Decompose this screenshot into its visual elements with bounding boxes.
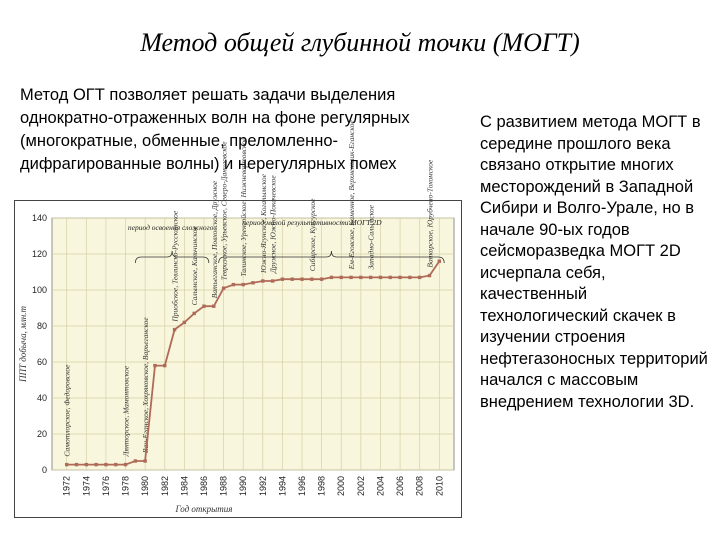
x-tick-label: 2002	[355, 476, 366, 497]
field-label: Западно-Салымское	[366, 205, 376, 270]
field-label: Ванкорское, Юрубчено-Тохомское	[425, 159, 435, 268]
slide-title: Метод общей глубинной точки (МОГТ)	[140, 28, 580, 57]
x-tick-label: 1974	[81, 476, 92, 497]
x-tick-label: 1982	[159, 476, 170, 497]
field-label: Тевризское, Урьевское, Северо-Даниловское	[219, 141, 229, 281]
field-label: Южно-Ягунское, Когалымское	[258, 174, 268, 273]
y-tick-label: 0	[41, 465, 47, 475]
data-point	[124, 463, 127, 466]
data-point	[408, 276, 411, 279]
data-point	[369, 276, 372, 279]
data-point	[222, 287, 225, 290]
data-point	[389, 276, 392, 279]
data-point	[261, 279, 264, 282]
data-point	[183, 321, 186, 324]
x-tick-label: 1978	[120, 476, 131, 497]
data-point	[202, 305, 205, 308]
x-tick-label: 1994	[277, 476, 288, 497]
x-tick-label: 1988	[218, 476, 229, 497]
data-point	[143, 459, 146, 462]
data-point	[163, 364, 166, 367]
data-point	[65, 463, 68, 466]
data-point	[330, 276, 333, 279]
data-point	[320, 278, 323, 281]
data-point	[134, 459, 137, 462]
data-point	[271, 279, 274, 282]
data-point	[173, 328, 176, 331]
field-label: Салымское, Кальчинское	[190, 226, 200, 306]
y-tick-label: 60	[36, 357, 47, 367]
y-tick-label: 20	[36, 429, 47, 439]
y-axis-title: ППТ добыча, млн.т	[18, 306, 28, 382]
x-tick-label: 1972	[61, 476, 72, 497]
data-point	[398, 276, 401, 279]
x-tick-label: 1998	[316, 476, 327, 497]
data-point	[438, 260, 441, 263]
field-label: Дружное, Южно-Покачевское	[268, 175, 278, 273]
field-label: Самотлорское, Федоровское	[62, 364, 72, 457]
data-point	[94, 463, 97, 466]
y-tick-label: 40	[36, 393, 47, 403]
x-tick-label: 1992	[257, 476, 268, 497]
data-point	[212, 305, 215, 308]
data-point	[85, 463, 88, 466]
x-axis-title: Год открытия	[175, 504, 233, 514]
data-point	[340, 276, 343, 279]
period-label-1: период освоения сложного	[127, 223, 214, 232]
y-tick-label: 80	[36, 321, 47, 331]
x-tick-label: 2000	[336, 476, 347, 497]
y-tick-label: 140	[31, 213, 47, 223]
data-point	[300, 278, 303, 281]
field-label: Сибирское, Кунгурское	[307, 198, 317, 272]
x-tick-label: 2010	[434, 476, 445, 497]
data-point	[251, 281, 254, 284]
x-tick-label: 1980	[140, 476, 151, 497]
period-label-2: период малой результативности МОГТ 2D	[242, 218, 382, 227]
data-point	[349, 276, 352, 279]
data-point	[75, 463, 78, 466]
data-point	[418, 276, 421, 279]
data-point	[241, 283, 244, 286]
data-point	[153, 364, 156, 367]
field-label: Ван-Еганское, Хохряковское, Варьеганское	[141, 317, 151, 453]
x-tick-label: 1990	[238, 476, 249, 497]
field-label: Ем-Еговское, Каменное, Верхнеколик-Еганское	[347, 120, 357, 270]
x-tick-label: 1984	[179, 476, 190, 497]
x-tick-label: 2004	[375, 476, 386, 497]
intro-paragraph: Метод ОГТ позволяет решать задачи выделения однократно-отраженных волн на фоне регулярных (многократные, обменные, преломленно-дифрагированные волны) и нерегулярных помех	[20, 86, 410, 173]
data-point	[291, 278, 294, 281]
y-tick-label: 120	[31, 249, 47, 259]
data-point	[114, 463, 117, 466]
x-tick-label: 1996	[297, 476, 308, 497]
data-point	[428, 274, 431, 277]
data-point	[192, 312, 195, 315]
plot-area	[52, 218, 454, 470]
x-tick-label: 2008	[414, 476, 425, 497]
field-label: Приобское, Тевлинско-Русскинское	[170, 210, 180, 322]
x-tick-label: 1986	[198, 476, 209, 497]
data-point	[310, 278, 313, 281]
side-paragraph: С развитием метода МОГТ в середине прошлого века связано открытие многих месторождений в Западной Сибири и Волго-Урале, но в начале 90-ых годов сейсморазведка МОГТ 2D исчерпала себя, качественный технологический скачек в изучении строения нефтегазоносных территорий начался с массовым внедрением технологии 3D.	[480, 113, 708, 411]
data-point	[359, 276, 362, 279]
field-label: Лянторское, Мамонтовское	[121, 365, 131, 457]
data-point	[379, 276, 382, 279]
data-point	[104, 463, 107, 466]
data-point	[281, 278, 284, 281]
data-point	[232, 283, 235, 286]
field-label: Ватьеганское, Повховское, Дружное	[209, 180, 219, 299]
x-tick-label: 2006	[395, 476, 406, 497]
y-tick-label: 100	[31, 285, 47, 295]
x-tick-label: 1976	[100, 476, 111, 497]
field-label: Талинское, Уренгойское, Нижневартовское	[239, 137, 249, 277]
